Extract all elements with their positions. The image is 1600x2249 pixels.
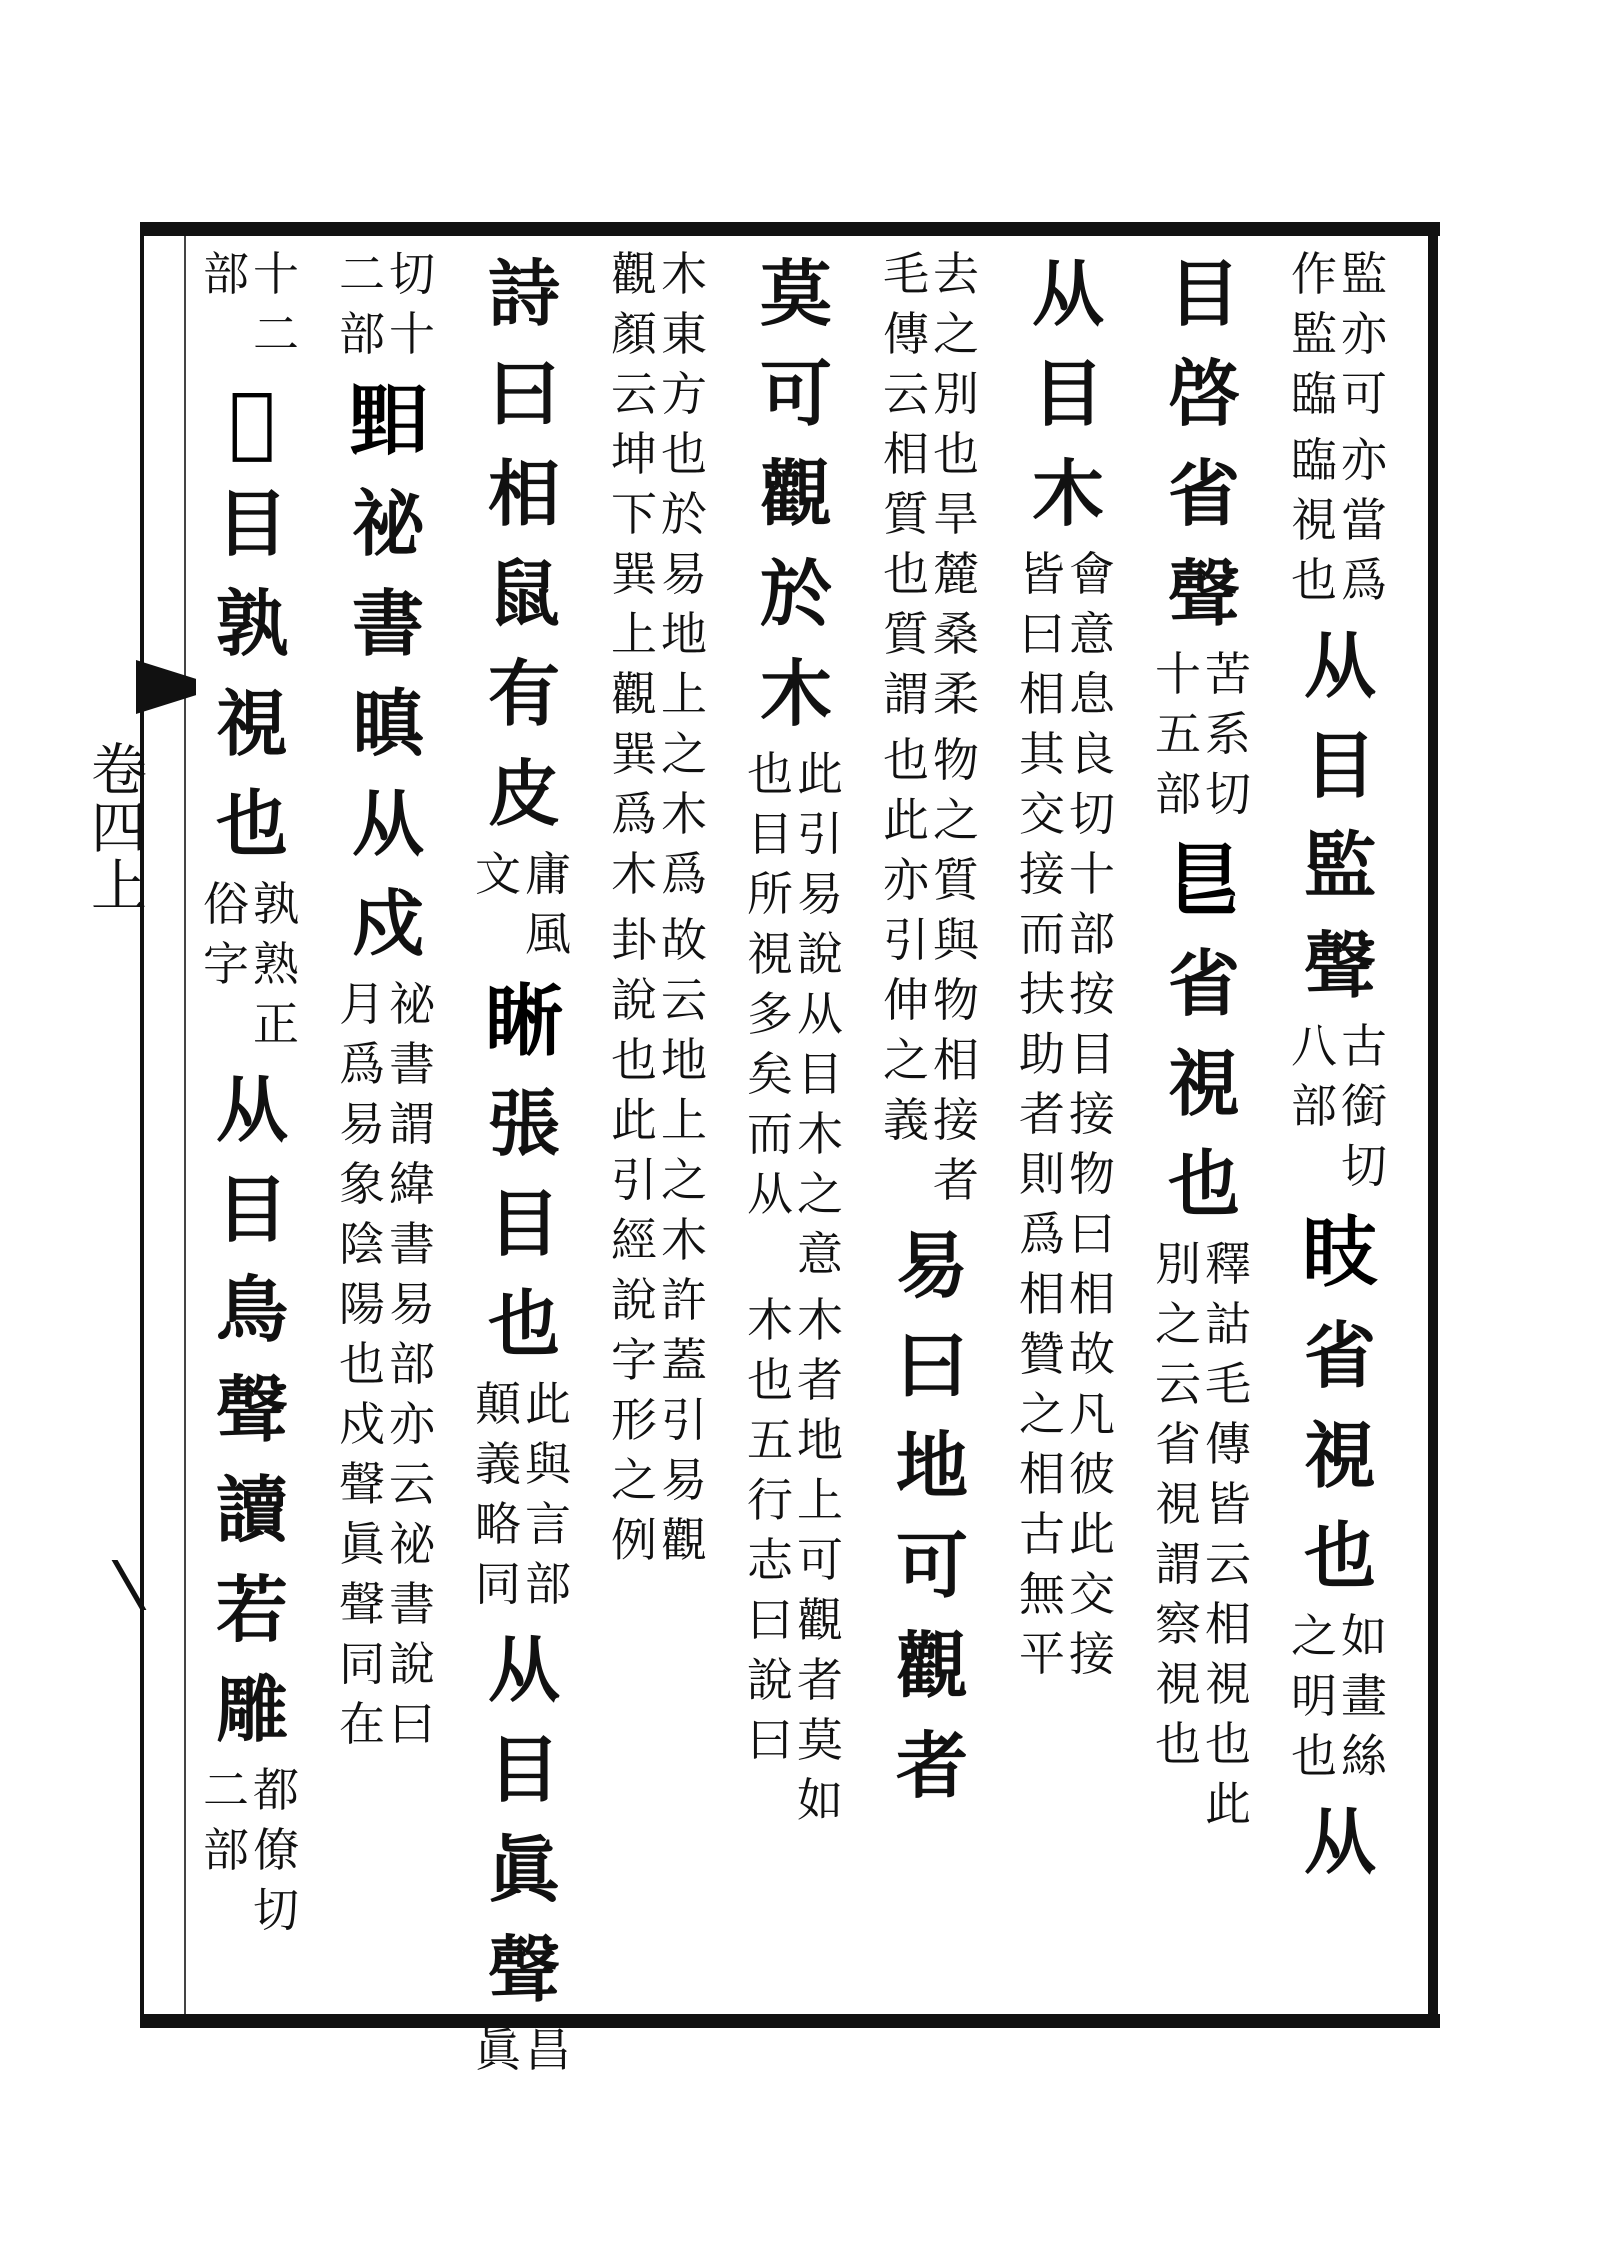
- main-text: 从 目 眞 聲: [487, 1627, 560, 2012]
- text-column: [746, 244, 846, 2014]
- commentary-left: 八 部: [1291, 1019, 1337, 1133]
- main-text: 祕 書 瞋 从 戍: [351, 481, 424, 966]
- commentary-right: 木 者 地 上 可 觀 者 莫 如: [797, 1293, 843, 1827]
- main-text: 目 孰 視 也: [215, 481, 288, 866]
- text-column: [1154, 244, 1254, 2014]
- commentary-right: 物 之 質 與 物 相 接 者: [933, 733, 979, 1207]
- commentary-left: 二 部: [339, 247, 385, 361]
- main-text: 从 目 木: [1031, 251, 1104, 536]
- text-column: [338, 244, 438, 2014]
- main-text: 从: [1303, 1799, 1376, 1884]
- commentary-left: 作 監 臨: [1291, 247, 1337, 421]
- commentary-right: 監 亦 可: [1341, 247, 1387, 421]
- text-column: [474, 244, 574, 2077]
- commentary-right: 會 意 息 良 切 十 部 按 目 接 物 曰 相 故 凡 彼 此 交 接: [1069, 547, 1115, 1681]
- frame-bottom-rule: [140, 2014, 1440, 2028]
- commentary-left: 毛 傳 云 相 質 也 質 謂: [883, 247, 929, 721]
- commentary-left: 俗 字: [203, 877, 249, 991]
- text-column: [202, 244, 302, 2014]
- commentary-right: 切 十: [389, 247, 435, 361]
- commentary-left: 月 爲 易 象 陰 陽 也 戍 聲 眞 聲 同 在: [339, 977, 385, 1751]
- commentary-right: 釋 詁 毛 傳 皆 云 相 視 也 此: [1205, 1237, 1251, 1831]
- main-text: 从 目 鳥 聲 讀 若 雕: [215, 1067, 288, 1752]
- seal-character: 𥆤: [348, 376, 427, 467]
- main-text: 从 目 監 聲: [1303, 623, 1376, 1008]
- commentary-left: 木 也 五 行 志 曰 說 曰: [747, 1293, 793, 1767]
- main-text: 莫 可 觀 於 木: [759, 251, 832, 736]
- text-column: [882, 244, 982, 2014]
- commentary-left: 臨 視 也: [1291, 433, 1337, 607]
- text-column: [1290, 244, 1390, 2014]
- commentary-left: 也 目 所 視 多 矣 而 从: [747, 747, 793, 1221]
- commentary-right: 祕 書 謂 緯 書 易 部 亦 云 祕 書 說 曰: [389, 977, 435, 1751]
- commentary-left: 之 明 也: [1291, 1609, 1337, 1783]
- commentary-right: 孰 熟 正: [253, 877, 299, 1051]
- gutter-line: [184, 236, 186, 2014]
- commentary-right: 昌: [525, 2023, 571, 2077]
- main-text: 張 目 也: [487, 1081, 560, 1366]
- seal-character: 𥃩: [1164, 836, 1243, 927]
- commentary-left: 部: [203, 247, 249, 301]
- commentary-right: 苦 系 切: [1205, 647, 1251, 821]
- commentary-right: 此 與 言 部: [525, 1377, 571, 1611]
- main-text: 易 曰 地 可 觀 者: [895, 1223, 968, 1808]
- frame-top-rule: [140, 222, 1440, 236]
- fold-mark: [112, 1560, 187, 1610]
- commentary-right: 此 引 易 說 从 目 木 之 意: [797, 747, 843, 1281]
- fish-tail-mark: [136, 660, 196, 714]
- seal-character: 𥇦: [484, 976, 563, 1067]
- main-text: 目 啓 省 聲: [1167, 251, 1240, 636]
- margin-volume-title: 卷四上: [82, 740, 147, 914]
- commentary-right: 木 東 方 也 於 易 地 上 之 木 爲: [661, 247, 707, 901]
- commentary-left: 十 五 部: [1155, 647, 1201, 821]
- commentary-right: 去 之 別 也 旱 麓 桑 柔: [933, 247, 979, 721]
- commentary-right: 十 二: [253, 247, 299, 361]
- text-column: [1018, 244, 1118, 2014]
- commentary-left: 皆 曰 相 其 交 接 而 扶 助 者 則 爲 相 贊 之 相 古 無 平: [1019, 547, 1065, 1681]
- commentary-left: 觀 顏 云 坤 下 巽 上 觀 巽 爲 木: [611, 247, 657, 901]
- commentary-right: 古 銜 切: [1341, 1019, 1387, 1193]
- commentary-left: 眞: [475, 2023, 521, 2077]
- commentary-right: 都 僚 切: [253, 1763, 299, 1937]
- commentary-right: 庸 風: [525, 847, 571, 961]
- text-column: [610, 244, 710, 2014]
- commentary-left: 顛 義 略 同: [475, 1377, 521, 1611]
- frame-right-rule: [1428, 222, 1438, 2028]
- commentary-left: 別 之 云 省 視 謂 察 視 也: [1155, 1237, 1201, 1771]
- seal-character: 𥇻: [228, 376, 276, 467]
- seal-character: 𥄏: [1300, 1208, 1379, 1299]
- commentary-right: 故 云 地 上 之 木 許 蓋 引 易 觀: [661, 913, 707, 1567]
- main-text: 省 視 也: [1167, 941, 1240, 1226]
- frame-left-rule: [140, 222, 144, 2028]
- commentary-left: 二 部: [203, 1763, 249, 1877]
- main-text: 詩 曰 相 鼠 有 皮: [487, 251, 560, 836]
- commentary-left: 文: [475, 847, 521, 901]
- commentary-left: 也 此 亦 引 伸 之 義: [883, 733, 929, 1147]
- commentary-left: 卦 說 也 此 引 經 說 字 形 之 例: [611, 913, 657, 1567]
- text-body: [196, 236, 1424, 2077]
- main-text: 省 視 也: [1303, 1313, 1376, 1598]
- commentary-right: 亦 當 爲: [1341, 433, 1387, 607]
- commentary-right: 如 畫 絲: [1341, 1609, 1387, 1783]
